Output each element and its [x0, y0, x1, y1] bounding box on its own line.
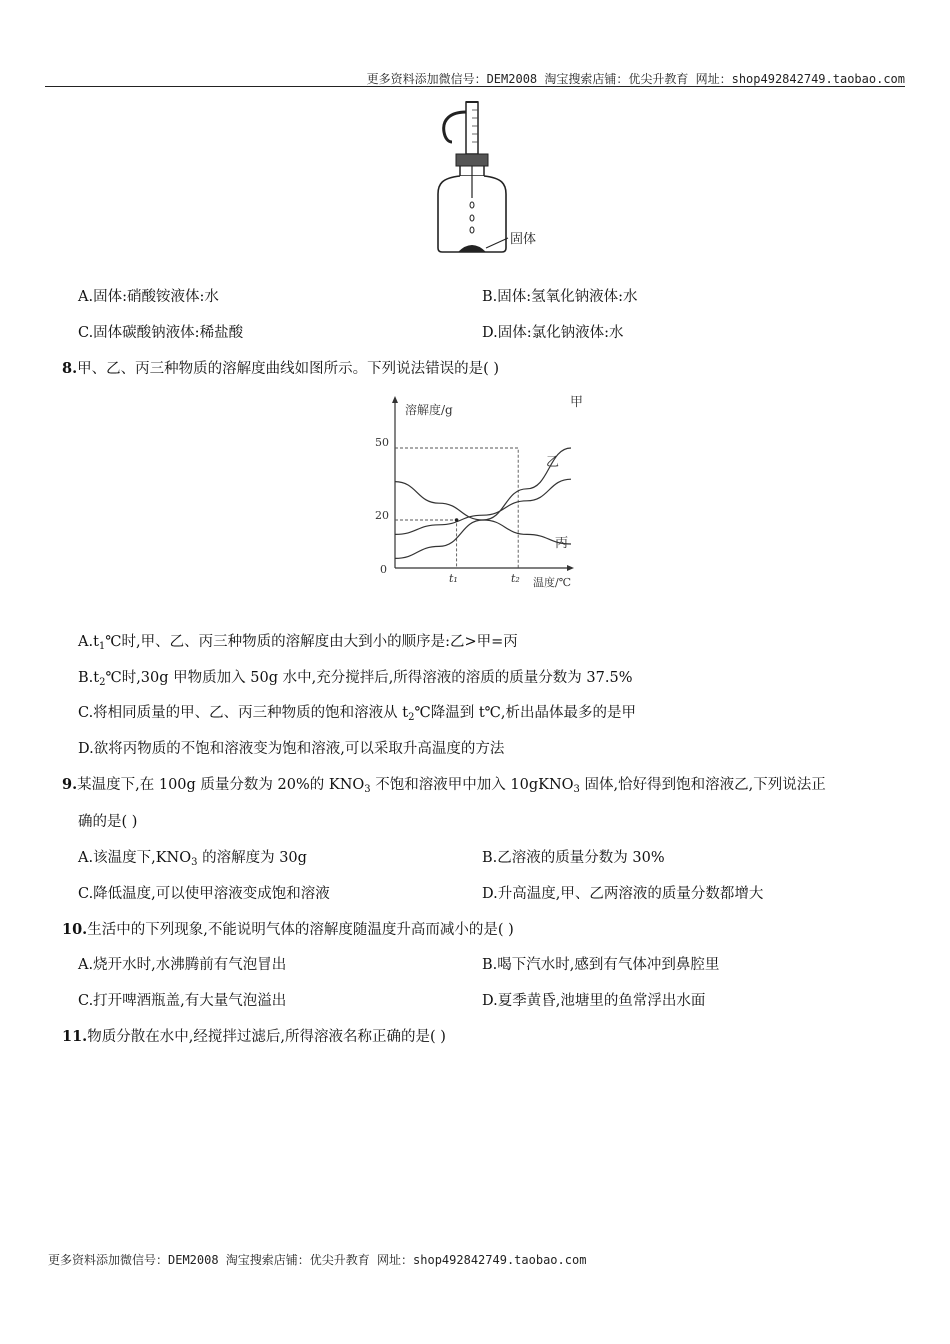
- q7-option-a[interactable]: A.固体:硝酸铵液体:水: [78, 289, 219, 305]
- q11-stem: [62, 1027, 446, 1047]
- q7-option-b[interactable]: B.固体:氢氧化钠液体:水: [482, 289, 638, 305]
- q10-number: 10.: [62, 921, 88, 938]
- x-axis-label: 温度/℃: [533, 576, 572, 589]
- q10-option-b[interactable]: B.喝下汽水时,感到有气体冲到鼻腔里: [482, 957, 720, 973]
- q8-b-sub: 2: [99, 677, 106, 688]
- q9-option-b[interactable]: B.乙溶液的质量分数为 30%: [482, 850, 665, 866]
- q10-option-a[interactable]: A.烧开水时,水沸腾前有气泡冒出: [78, 957, 287, 973]
- q7-option-c[interactable]: C.固体碳酸钠液体:稀盐酸: [78, 325, 244, 341]
- q8-c-post: ℃降温到 t℃,析出晶体最多的是甲: [414, 705, 636, 721]
- q9-option-a[interactable]: [78, 848, 307, 868]
- q9-stem-b: 不饱和溶液甲中加入 10gKNO: [370, 777, 574, 793]
- q11-number: 11.: [62, 1028, 88, 1045]
- x-tick-t1: t₁: [449, 572, 458, 585]
- q11-stem-text: 物质分散在水中,经搅拌过滤后,所得溶液名称正确的是( ): [87, 1029, 446, 1045]
- q7-option-d[interactable]: D.固体:氯化钠液体:水: [482, 325, 624, 341]
- q8-option-d[interactable]: D.欲将丙物质的不饱和溶液变为饱和溶液,可以采取升高温度的方法: [78, 741, 505, 757]
- solid-label: 固体: [510, 232, 537, 247]
- q8-stem: [62, 359, 499, 379]
- series-label-bing: 丙: [555, 536, 569, 551]
- q9-stem-line1: [62, 775, 826, 795]
- header-divider: [45, 86, 905, 87]
- header-watermark: 更多资料添加微信号：DEM2008 淘宝搜索店铺：优尖升教育 网址：shop492842749.taobao.com: [366, 72, 905, 86]
- q9-number: 9.: [62, 776, 78, 793]
- x-tick-t2: t₂: [511, 572, 520, 585]
- solubility-chart: [365, 390, 600, 590]
- series-label-jia: 甲: [570, 395, 584, 410]
- bottle-stopper: [456, 154, 488, 166]
- syringe-handle: [444, 112, 466, 142]
- q8-number: 8.: [62, 360, 78, 377]
- apparatus-figure: [420, 98, 550, 260]
- q8-a-post: ℃时,甲、乙、丙三种物质的溶解度由大到小的顺序是:乙>甲=丙: [105, 634, 518, 650]
- y-tick-0: 0: [380, 563, 387, 576]
- q10-option-d[interactable]: D.夏季黄昏,池塘里的鱼常浮出水面: [482, 993, 706, 1009]
- y-axis-arrow: [392, 396, 398, 403]
- q8-b-post: ℃时,30g 甲物质加入 50g 水中,充分搅拌后,所得溶液的溶质的质量分数为 37.5%: [105, 670, 633, 686]
- q9-stem-line2: 确的是( ): [78, 814, 138, 830]
- y-tick-50: 50: [375, 436, 389, 449]
- series-curve-2: [395, 482, 571, 544]
- q8-c-sub: 2: [408, 712, 415, 723]
- q10-option-c[interactable]: C.打开啤酒瓶盖,有大量气泡溢出: [78, 993, 287, 1009]
- q9-stem-sub1: 3: [364, 784, 371, 795]
- q8-b-pre: B.t: [78, 670, 100, 686]
- y-axis-label: 溶解度/g: [405, 403, 453, 417]
- series-label-yi: 乙: [546, 455, 560, 470]
- series-curve-0: [395, 448, 571, 558]
- intersection-point: [455, 518, 459, 522]
- q8-c-pre: C.将相同质量的甲、乙、丙三种物质的饱和溶液从 t: [78, 705, 409, 721]
- q9-stem-a: 某温度下,在 100g 质量分数为 20%的 KNO: [77, 777, 365, 793]
- q8-option-c[interactable]: [78, 703, 636, 723]
- q8-a-pre: A.t: [78, 634, 99, 650]
- q9-a-pre: A.该温度下,KNO: [78, 850, 192, 866]
- q9-a-sub: 3: [191, 857, 198, 868]
- q9-stem-sub2: 3: [573, 784, 580, 795]
- footer-watermark: 更多资料添加微信号：DEM2008 淘宝搜索店铺：优尖升教育 网址：shop492842749.taobao.com: [48, 1253, 587, 1267]
- q10-stem-text: 生活中的下列现象,不能说明气体的溶解度随温度升高而减小的是( ): [87, 922, 514, 938]
- q10-stem: [62, 920, 514, 940]
- q8-option-a[interactable]: [78, 632, 518, 652]
- q8-stem-text: 甲、乙、丙三种物质的溶解度曲线如图所示。下列说法错误的是( ): [77, 361, 500, 377]
- q9-option-d[interactable]: D.升高温度,甲、乙两溶液的质量分数都增大: [482, 886, 764, 902]
- y-tick-20: 20: [375, 509, 389, 522]
- q8-a-sub: 1: [98, 641, 106, 652]
- q8-option-b[interactable]: [78, 668, 632, 688]
- q9-a-post: 的溶解度为 30g: [197, 850, 307, 866]
- q9-stem-c: 固体,恰好得到饱和溶液乙,下列说法正: [579, 777, 826, 793]
- q9-option-c[interactable]: C.降低温度,可以使甲溶液变成饱和溶液: [78, 886, 330, 902]
- series-curve-1: [395, 479, 571, 534]
- x-axis-arrow: [567, 565, 574, 571]
- ref-line-t1: [395, 520, 457, 568]
